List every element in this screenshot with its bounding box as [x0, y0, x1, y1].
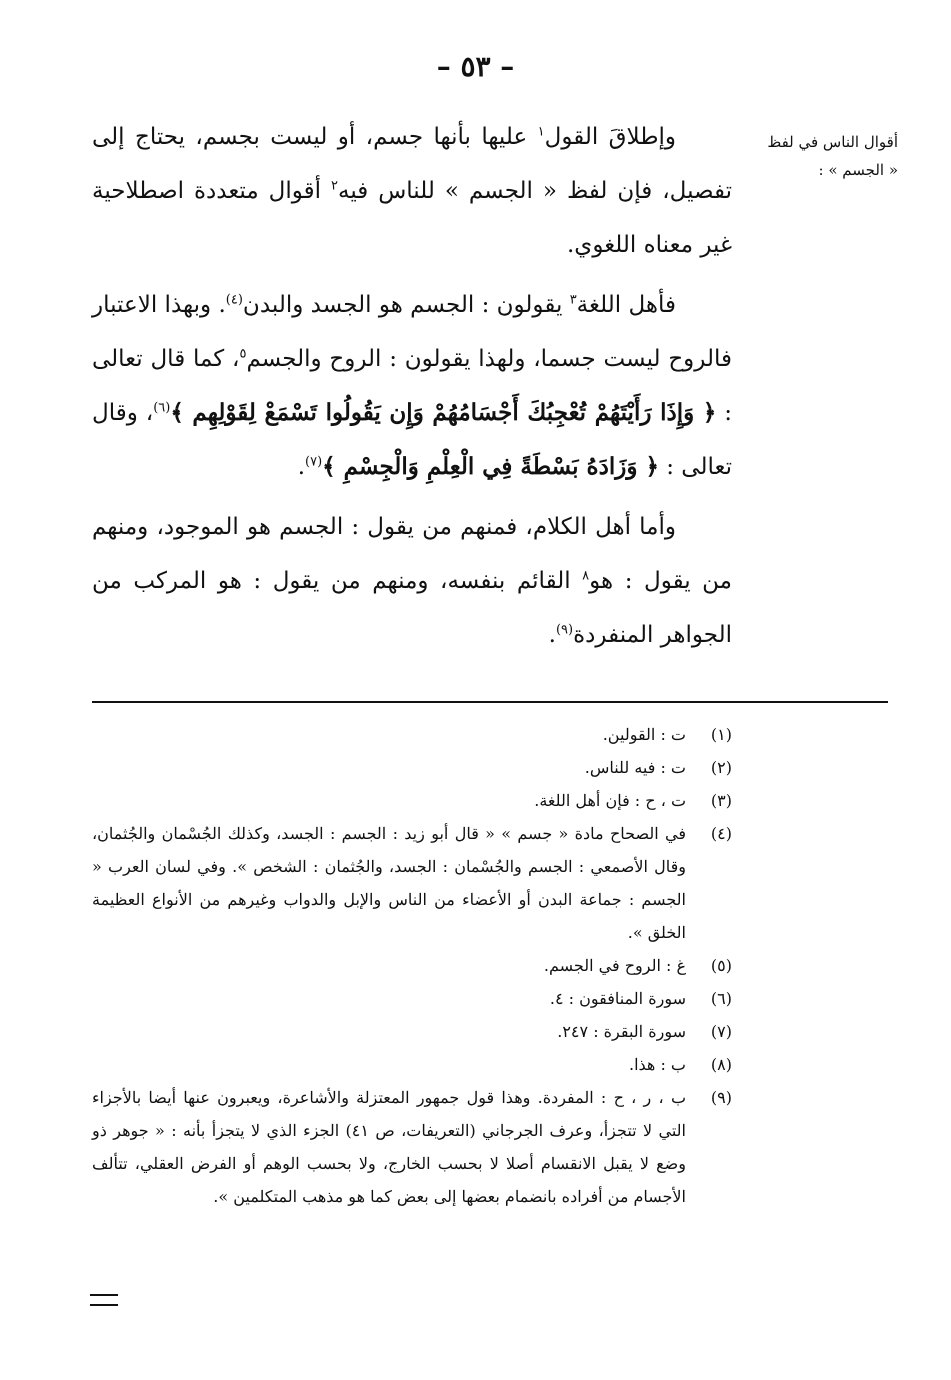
end-of-page-mark [90, 1294, 118, 1306]
footnote-3: (٣) ت ، ح : فإن أهل اللغة. [534, 791, 732, 810]
footnotes [92, 718, 732, 1213]
paragraph-2: فأهل اللغة$^٣$ يقولون : الجسم هو الجسد والبدن$^{(٤)}$. وبهذا الاعتبار فالروح ليست جسما، ولهذا يقولون : الروح والجسم$^٥$، كما قال تعالى : ﴿ وَإِذَا رَأَيْتَهُمْ تُعْجِبُكَ أَجْسَامُهُمْ وَإِن يَقُولُوا تَسْمَعْ لِقَوْلِهِم ﴾$^{(٦)}$، وقال تعالى : ﴿ وَزَادَهُ بَسْطَةً فِي الْعِلْمِ وَالْجِسْمِ ﴾$^{(٧)}$. [92, 292, 732, 480]
paragraph-3: وأما أهل الكلام، فمنهم من يقول : الجسم هو الموجود، ومنهم من يقول : هو$^٨$ القائم بنفسه، ومنهم من يقول : هو المركب من الجواهر المنفردة$^{(٩)}$. [92, 514, 732, 648]
quran-verse-1: ﴿ وَإِذَا رَأَيْتَهُمْ تُعْجِبُكَ أَجْسَامُهُمْ وَإِن يَقُولُوا تَسْمَعْ لِقَوْلِهِم ﴾ [170, 399, 717, 426]
footnote-6: (٦) سورة المنافقون : ٤. [549, 989, 732, 1008]
footnote-1: (١) ت : القولين. [602, 725, 732, 744]
footnote-4: (٤) في الصحاح مادة « جسم » « قال أبو زيد : الجسم : الجسد، وكذلك الجُسْمان والجُثمان، وقال الأصمعي : الجسم والجُسْمان : الجسد، والجُثمان : الشخص ». وفي لسان العرب « الجسم : جماعة البدن أو الأعضاء من الناس والإبل والدواب وغيرهم من الأنواع العظيمة الخلق ». [92, 824, 732, 942]
footnote-5: (٥) غ : الروح في الجسم. [543, 956, 732, 975]
main-text [92, 110, 732, 668]
footnote-9: (٩) ب ، ر ، ح : المفردة. وهذا قول جمهور المعتزلة والأشاعرة، ويعبرون عنها أيضا بالأجزاء التي لا تتجزأ، وعرف الجرجاني (التعريفات، ص ٤١) الجزء الذي لا يتجزأ بأنه : « جوهر ذو وضع لا يقبل الانقسام أصلا لا بحسب الخارج، ولا بحسب الوهم أو الفرض العقلي، تتألف الأجسام من أفراده بانضمام بعضها إلى بعض كما هو مذهب المتكلمين ». [92, 1088, 732, 1206]
footnote-2: (٢) ت : فيه للناس. [584, 758, 732, 777]
page-number: – ٥٣ – [436, 50, 515, 83]
footnote-8: (٨) ب : هذا. [629, 1055, 732, 1074]
quran-verse-2: ﴿ وَزَادَهُ بَسْطَةً فِي الْعِلْمِ وَالْجِسْمِ ﴾ [322, 453, 659, 480]
paragraph-1: وإطلاقَ القول$^١$ عليها بأنها جسم، أو ليست بجسم، يحتاج إلى تفصيل، فإن لفظ « الجسم » للناس فيه$^٢$ أقوال متعددة اصطلاحية غير معناه اللغوي. [92, 124, 733, 258]
footnote-divider [92, 701, 888, 703]
footnote-7: (٧) سورة البقرة : ٢٤٧. [557, 1022, 732, 1041]
margin-note: أقوال الناس في لفظ « الجسم » : [767, 133, 898, 179]
